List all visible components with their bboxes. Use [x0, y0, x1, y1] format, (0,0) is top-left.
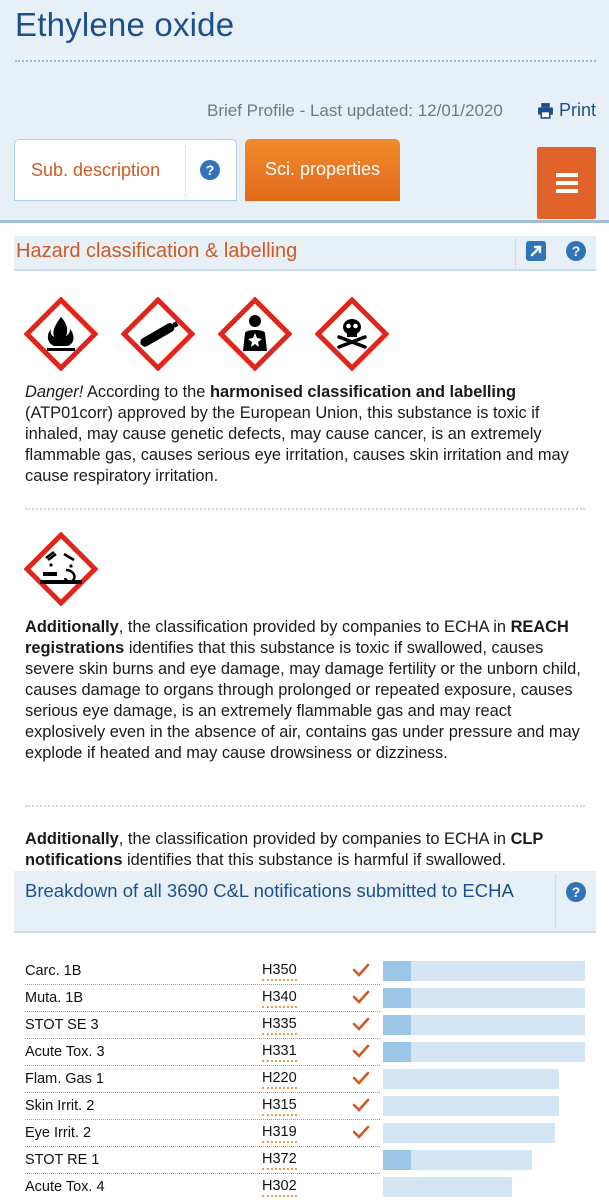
external-link-icon[interactable] [526, 241, 546, 261]
text-fragment: identifies that this substance is toxic if swallowed, causes severe skin burns and eye damage, may damage fertility or the unborn child, causes damage to organs through prolonged or repeated exposure, causes serious eye damage, is an extremely flammable gas and may react explosively even in the absence of air, contains gas under pressure and may explode if heated and may cause drowsiness or dizziness. [25, 639, 581, 762]
hazard-category: Acute Tox. 4 [25, 1179, 105, 1195]
text-fragment: , the classification provided by companies to ECHA in [118, 618, 511, 636]
hazard-code[interactable]: H372 [262, 1152, 297, 1170]
gas-cylinder-icon [121, 297, 195, 371]
breakdown-title: Breakdown of all 3690 C&L notifications submitted to ECHA [25, 880, 514, 901]
help-icon[interactable]: ? [200, 160, 220, 180]
check-icon [352, 1015, 370, 1033]
skull-crossbones-icon [315, 297, 389, 371]
hazard-category: Skin Irrit. 2 [25, 1098, 95, 1114]
brief-profile-updated: Brief Profile - Last updated: 12/01/2020 [207, 101, 503, 120]
reach-registrations-link: REACH registrations [25, 618, 569, 657]
danger-signal-word: Danger! [25, 383, 84, 401]
notification-bar [383, 988, 585, 1008]
notification-bar-highlight [383, 961, 411, 981]
notification-bar [383, 961, 585, 981]
check-icon [352, 1042, 370, 1060]
menu-button[interactable] [537, 147, 596, 219]
tab-sci-properties-label: Sci. properties [264, 159, 381, 179]
hazard-category: Flam. Gas 1 [25, 1071, 104, 1087]
notification-bar-highlight [383, 1042, 411, 1062]
tab-sub-description-label: Sub. description [31, 160, 161, 180]
text-fragment: identifies that this substance is harmful if swallowed. [122, 851, 506, 869]
table-row [25, 985, 585, 1012]
hazard-code[interactable]: H340 [262, 990, 297, 1008]
print-link[interactable] [537, 100, 596, 121]
tab-sci-properties[interactable] [245, 139, 400, 201]
header-divider [555, 875, 556, 927]
table-row [25, 958, 585, 985]
check-icon [352, 1069, 370, 1087]
table-row [25, 1066, 585, 1093]
hazard-code[interactable]: H350 [262, 963, 297, 981]
notification-bar [383, 1177, 512, 1197]
hazard-category: STOT RE 1 [25, 1152, 100, 1168]
check-icon [352, 988, 370, 1006]
notification-bar-highlight [383, 988, 411, 1008]
harmonised-classification-text [25, 382, 585, 487]
hazard-category: Carc. 1B [25, 963, 82, 979]
tab-sub-description[interactable] [14, 139, 237, 201]
clp-notifications-link: CLP notifications [25, 830, 544, 869]
notification-bar [383, 1042, 585, 1062]
tab-divider [185, 146, 186, 196]
hazard-section-header [14, 236, 596, 271]
hazard-code[interactable]: H315 [262, 1098, 297, 1116]
harmonised-link-text: harmonised classification and labelling [209, 383, 517, 401]
notification-bar-highlight [383, 1150, 411, 1170]
header-divider [515, 239, 516, 269]
help-icon[interactable]: ? [566, 882, 586, 902]
text-fragment: Additionally [25, 618, 119, 636]
hazard-category: Muta. 1B [25, 990, 84, 1006]
hazard-section-title: Hazard classification & labelling [16, 240, 298, 262]
dotted-divider [25, 508, 585, 510]
notification-bar [383, 1096, 559, 1116]
check-icon [352, 1096, 370, 1114]
reach-classification-text [25, 617, 585, 764]
breakdown-section-header [14, 871, 596, 933]
corrosion-icon [24, 532, 98, 606]
notification-bar [383, 1069, 559, 1089]
text-fragment: , the classification provided by companies to ECHA in [118, 830, 511, 848]
text-fragment: (ATP01corr) approved by the European Union, this substance is toxic if inhaled, may cause genetic defects, may cause cancer, is an extremely flammable gas, causes serious eye irritation, causes skin irritation and may cause respiratory irritation. [25, 404, 569, 485]
page-title: Ethylene oxide [15, 6, 235, 43]
table-row [25, 1093, 585, 1120]
page-header [0, 0, 609, 222]
header-bottom-border [0, 220, 609, 223]
notification-bar-highlight [383, 1015, 411, 1035]
table-row [25, 1147, 585, 1174]
hazard-code[interactable]: H302 [262, 1179, 297, 1197]
flame-icon [24, 297, 98, 371]
hazard-code[interactable]: H331 [262, 1044, 297, 1062]
hazard-code[interactable]: H220 [262, 1071, 297, 1089]
printer-icon [537, 102, 554, 119]
hamburger-icon [556, 169, 578, 197]
notification-bar [383, 1015, 585, 1035]
text-fragment: According to the [83, 383, 210, 401]
table-row [25, 1039, 585, 1066]
check-icon [352, 1123, 370, 1141]
table-row [25, 1012, 585, 1039]
print-label: Print [559, 100, 597, 120]
health-hazard-icon [218, 297, 292, 371]
hazard-code[interactable]: H335 [262, 1017, 297, 1035]
hazard-category: STOT SE 3 [25, 1017, 99, 1033]
help-icon[interactable]: ? [566, 241, 586, 261]
table-row [25, 1120, 585, 1147]
notification-bar [383, 1123, 555, 1143]
hazard-category: Acute Tox. 3 [25, 1044, 105, 1060]
clp-classification-text [25, 829, 585, 871]
hazard-code[interactable]: H319 [262, 1125, 297, 1143]
dotted-divider [25, 805, 585, 807]
check-icon [352, 961, 370, 979]
table-row [25, 1174, 585, 1200]
text-fragment: Additionally [25, 830, 119, 848]
hazard-category: Eye Irrit. 2 [25, 1125, 92, 1141]
title-divider [15, 60, 596, 62]
